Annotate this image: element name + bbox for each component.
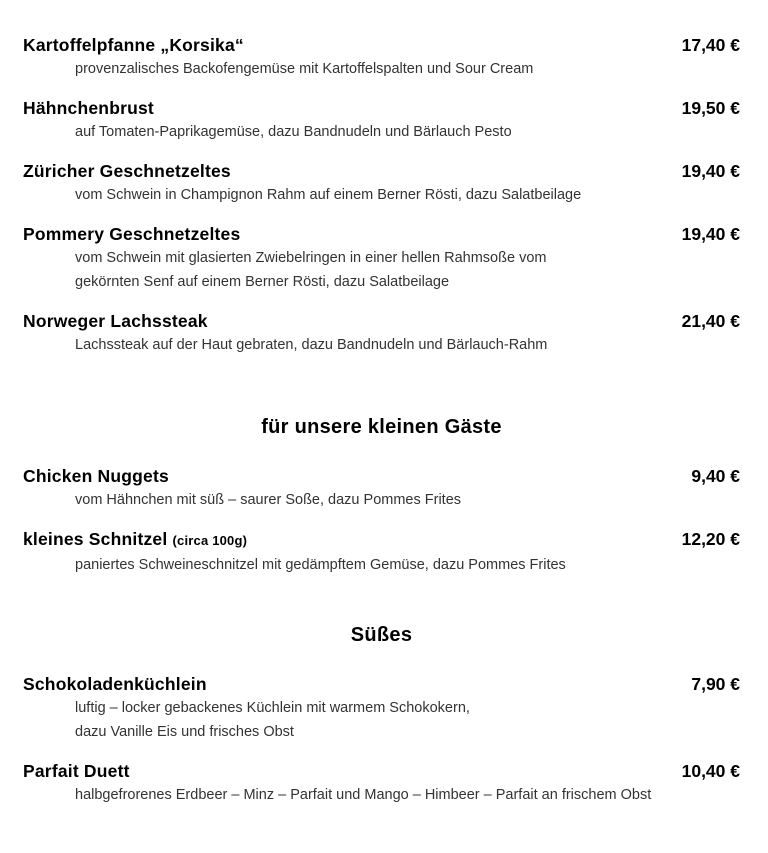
item-title: Kartoffelpfanne „Korsika“ — [23, 35, 244, 55]
item-price: 10,40 € — [681, 761, 740, 781]
menu-item — [23, 97, 740, 143]
item-title: Parfait Duett — [23, 761, 130, 781]
item-title: Chicken Nuggets — [23, 466, 169, 486]
item-description-line: vom Hähnchen mit süß – saurer Soße, dazu Pommes Frites — [75, 492, 462, 508]
item-price: 12,20 € — [681, 529, 740, 549]
item-row — [23, 160, 740, 182]
menu-item — [23, 673, 740, 743]
item-title-note: (circa 100g) — [172, 533, 248, 548]
item-row — [23, 760, 740, 782]
menu-item — [23, 34, 740, 80]
item-title — [23, 528, 247, 552]
item-row — [23, 97, 740, 119]
item-row — [23, 310, 740, 332]
menu-item — [23, 223, 740, 293]
item-title-text: kleines Schnitzel — [23, 529, 168, 549]
menu-section-main — [23, 34, 740, 356]
item-title: Hähnchenbrust — [23, 98, 154, 118]
item-row — [23, 528, 740, 552]
item-description-line: gekörnten Senf auf einem Berner Rösti, dazu Salatbeilage — [75, 274, 450, 290]
menu-item — [23, 528, 740, 576]
item-price: 19,40 € — [681, 161, 740, 181]
item-price: 21,40 € — [681, 311, 740, 331]
menu-item — [23, 760, 740, 806]
item-title: Züricher Geschnetzeltes — [23, 161, 231, 181]
item-description-line: luftig – locker gebackenes Küchlein mit warmem Schokokern, — [75, 700, 470, 716]
menu-section-kids — [23, 416, 740, 576]
menu-section-desserts — [23, 624, 740, 806]
item-title: Pommery Geschnetzeltes — [23, 224, 241, 244]
item-row — [23, 465, 740, 487]
item-price: 9,40 € — [691, 466, 740, 486]
item-description-line: dazu Vanille Eis und frisches Obst — [75, 724, 294, 740]
item-description-line: halbgefrorenes Erdbeer – Minz – Parfait und Mango – Himbeer – Parfait an frischem Obst — [75, 787, 652, 803]
item-title: Schokoladenküchlein — [23, 674, 207, 694]
item-description-line: vom Schwein in Champignon Rahm auf einem Berner Rösti, dazu Salatbeilage — [75, 187, 582, 203]
menu-item — [23, 465, 740, 511]
item-price: 19,40 € — [681, 224, 740, 244]
menu-item — [23, 160, 740, 206]
item-description-line: paniertes Schweineschnitzel mit gedämpftem Gemüse, dazu Pommes Frites — [75, 557, 566, 573]
item-price: 17,40 € — [681, 35, 740, 55]
item-description-line: auf Tomaten-Paprikagemüse, dazu Bandnudeln und Bärlauch Pesto — [75, 124, 512, 140]
item-description-line: vom Schwein mit glasierten Zwiebelringen in einer hellen Rahmsoße vom — [75, 250, 547, 266]
item-price: 19,50 € — [681, 98, 740, 118]
item-row — [23, 223, 740, 245]
item-row — [23, 673, 740, 695]
item-title: Norweger Lachssteak — [23, 311, 208, 331]
menu-item — [23, 310, 740, 356]
item-description-line: provenzalisches Backofengemüse mit Kartoffelspalten und Sour Cream — [75, 61, 534, 77]
item-row — [23, 34, 740, 56]
section-heading: Süßes — [350, 624, 413, 646]
item-price: 7,90 € — [691, 674, 740, 694]
section-heading: für unsere kleinen Gäste — [261, 416, 502, 438]
item-description-line: Lachssteak auf der Haut gebraten, dazu Bandnudeln und Bärlauch-Rahm — [75, 337, 548, 353]
